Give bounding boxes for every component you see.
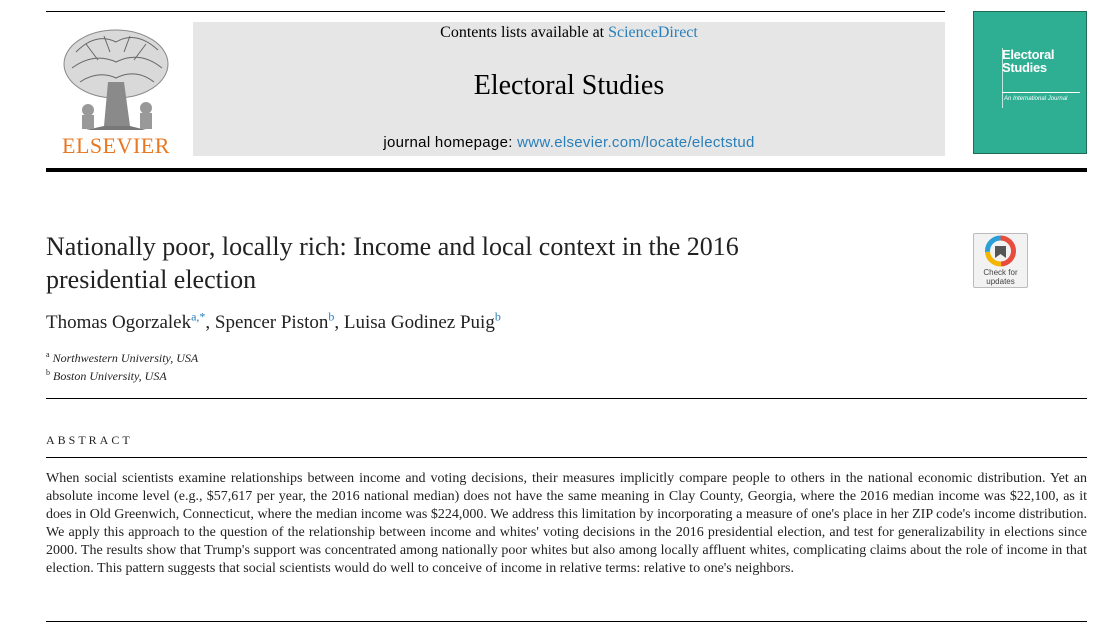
journal-name: Electoral Studies — [473, 70, 665, 101]
author-separator: , — [334, 312, 344, 333]
check-for-updates-line1: Check for — [983, 268, 1018, 277]
affiliation-item — [46, 368, 167, 384]
cover-rule — [1002, 92, 1080, 93]
affiliation-mark: a — [46, 350, 50, 359]
header-top-rule — [46, 11, 945, 12]
affiliation-mark: b — [46, 368, 50, 377]
contents-line — [193, 24, 945, 42]
check-for-updates-label — [974, 268, 1027, 286]
sciencedirect-link[interactable]: ScienceDirect — [608, 24, 698, 41]
abstract-bottom-rule — [46, 621, 1087, 622]
author-separator: , — [205, 312, 215, 333]
author-affiliation-mark[interactable]: b — [494, 309, 501, 324]
author-name[interactable]: Spencer Piston — [214, 312, 329, 333]
author-affiliation-mark[interactable]: a,* — [191, 309, 206, 324]
article-title-line1: Nationally poor, locally rich: Income and local context in the 2016 — [46, 232, 739, 261]
check-for-updates-line2: updates — [986, 277, 1015, 286]
affiliation-text: Boston University, USA — [53, 369, 167, 383]
abstract-text: When social scientists examine relationships between income and voting decisions, their measures implicitly compare people to others in the national economic distribution. Yet an absolute income level (e.g., $57,617 per year, the 2016 national median) does not have the same meaning in Clay County, Georgia, where the 2016 median income was $22,100, as it does in Old Greenwich, Connecticut, where the median income was $224,000. We address this limitation by incorporating a measure of one's place in her ZIP code's income distribution. We apply this approach to the question of the relationship between income and whites' voting decisions in the 2016 presidential election, and test for generalizability in elections since 2000. The results show that Trump's support was concentrated among nationally poor whites but also among locally affluent whites, complicating claims about the role of income in that election. This pattern suggests that social scientists would do well to conceive of income in relative terms: relative to one's neighbors. — [46, 471, 1087, 576]
abstract-rule — [46, 457, 1087, 458]
tree-icon — [46, 22, 186, 134]
homepage-line — [193, 134, 945, 151]
cover-subtitle: An International Journal — [1004, 96, 1068, 102]
abstract-heading: ABSTRACT — [46, 433, 133, 447]
article-title — [46, 230, 946, 296]
author-affiliation-mark[interactable]: b — [328, 309, 335, 324]
check-for-updates-button[interactable] — [973, 233, 1028, 288]
cover-title-line2: Studies — [1002, 60, 1047, 75]
section-divider — [46, 398, 1087, 399]
contents-prefix: Contents lists available at — [440, 24, 605, 41]
article-title-line2: presidential election — [46, 265, 257, 294]
affiliation-item — [46, 350, 198, 366]
journal-cover-thumbnail[interactable] — [973, 11, 1087, 154]
author-name[interactable]: Thomas Ogorzalek — [46, 312, 192, 333]
affiliation-text: Northwestern University, USA — [52, 351, 199, 365]
header-thick-rule — [46, 168, 1087, 172]
author-list — [46, 309, 501, 334]
homepage-prefix: journal homepage: — [383, 134, 513, 151]
publisher-wordmark[interactable]: ELSEVIER — [62, 133, 170, 158]
cover-title-line1: Electoral — [1002, 47, 1055, 62]
cover-title — [1002, 48, 1082, 74]
author-name[interactable]: Luisa Godinez Puig — [343, 312, 495, 333]
check-for-updates-icon — [974, 234, 1027, 268]
homepage-link[interactable]: www.elsevier.com/locate/electstud — [517, 134, 755, 151]
